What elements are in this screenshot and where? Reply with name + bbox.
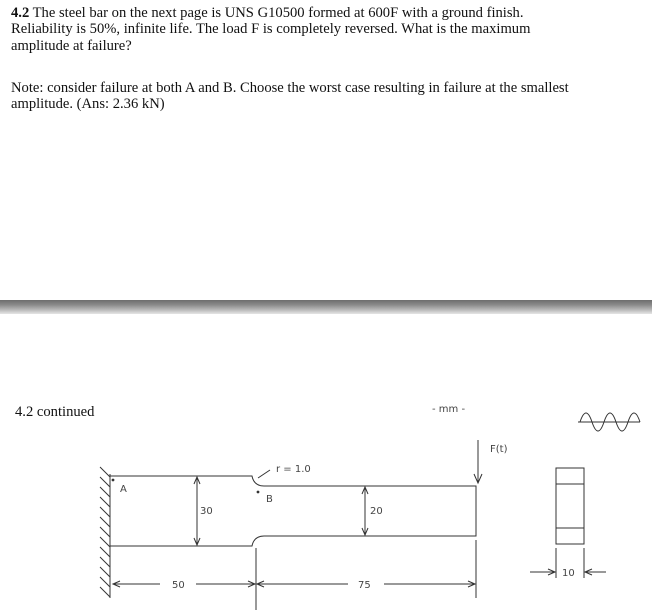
problem-statement-page bbox=[0, 0, 652, 300]
page-divider bbox=[0, 300, 652, 314]
units-label: - mm - bbox=[432, 404, 466, 415]
dim-length-right-label: 75 bbox=[358, 580, 371, 591]
fillet-radius-label: r = 1.0 bbox=[276, 464, 311, 475]
dim-height-left-label: 30 bbox=[200, 506, 213, 517]
problem-number: 4.2 bbox=[11, 5, 30, 21]
problem-statement bbox=[11, 5, 636, 54]
problem-line-3: amplitude at failure? bbox=[11, 37, 132, 54]
continued-label: 4.2 continued bbox=[15, 404, 95, 420]
point-a-label: A bbox=[120, 484, 127, 495]
point-b-marker bbox=[257, 491, 260, 494]
fillet-pointer-icon bbox=[258, 470, 270, 478]
force-label: F(t) bbox=[490, 444, 508, 455]
problem-line-2: Reliability is 50%, infinite life. The load F is completely reversed. What is the maximum bbox=[11, 21, 531, 38]
point-b-label: B bbox=[266, 494, 273, 505]
dim-length-left-label: 50 bbox=[172, 580, 185, 591]
point-a-marker bbox=[112, 479, 115, 482]
wall-hatching-icon bbox=[100, 467, 110, 597]
stepped-bar-outline bbox=[110, 476, 476, 546]
bar-sketch bbox=[0, 380, 652, 616]
problem-line-1: The steel bar on the next page is UNS G10500 formed at 600F with a ground finish. bbox=[32, 5, 524, 21]
cross-section-outline bbox=[556, 468, 584, 544]
note-line-2: amplitude. (Ans: 2.36 kN) bbox=[11, 96, 165, 113]
dim-thickness-label: 10 bbox=[562, 568, 575, 579]
problem-note bbox=[11, 80, 636, 113]
dim-height-right-label: 20 bbox=[370, 506, 383, 517]
note-line-1: Note: consider failure at both A and B. Choose the worst case resulting in failure at the smallest bbox=[11, 80, 569, 96]
